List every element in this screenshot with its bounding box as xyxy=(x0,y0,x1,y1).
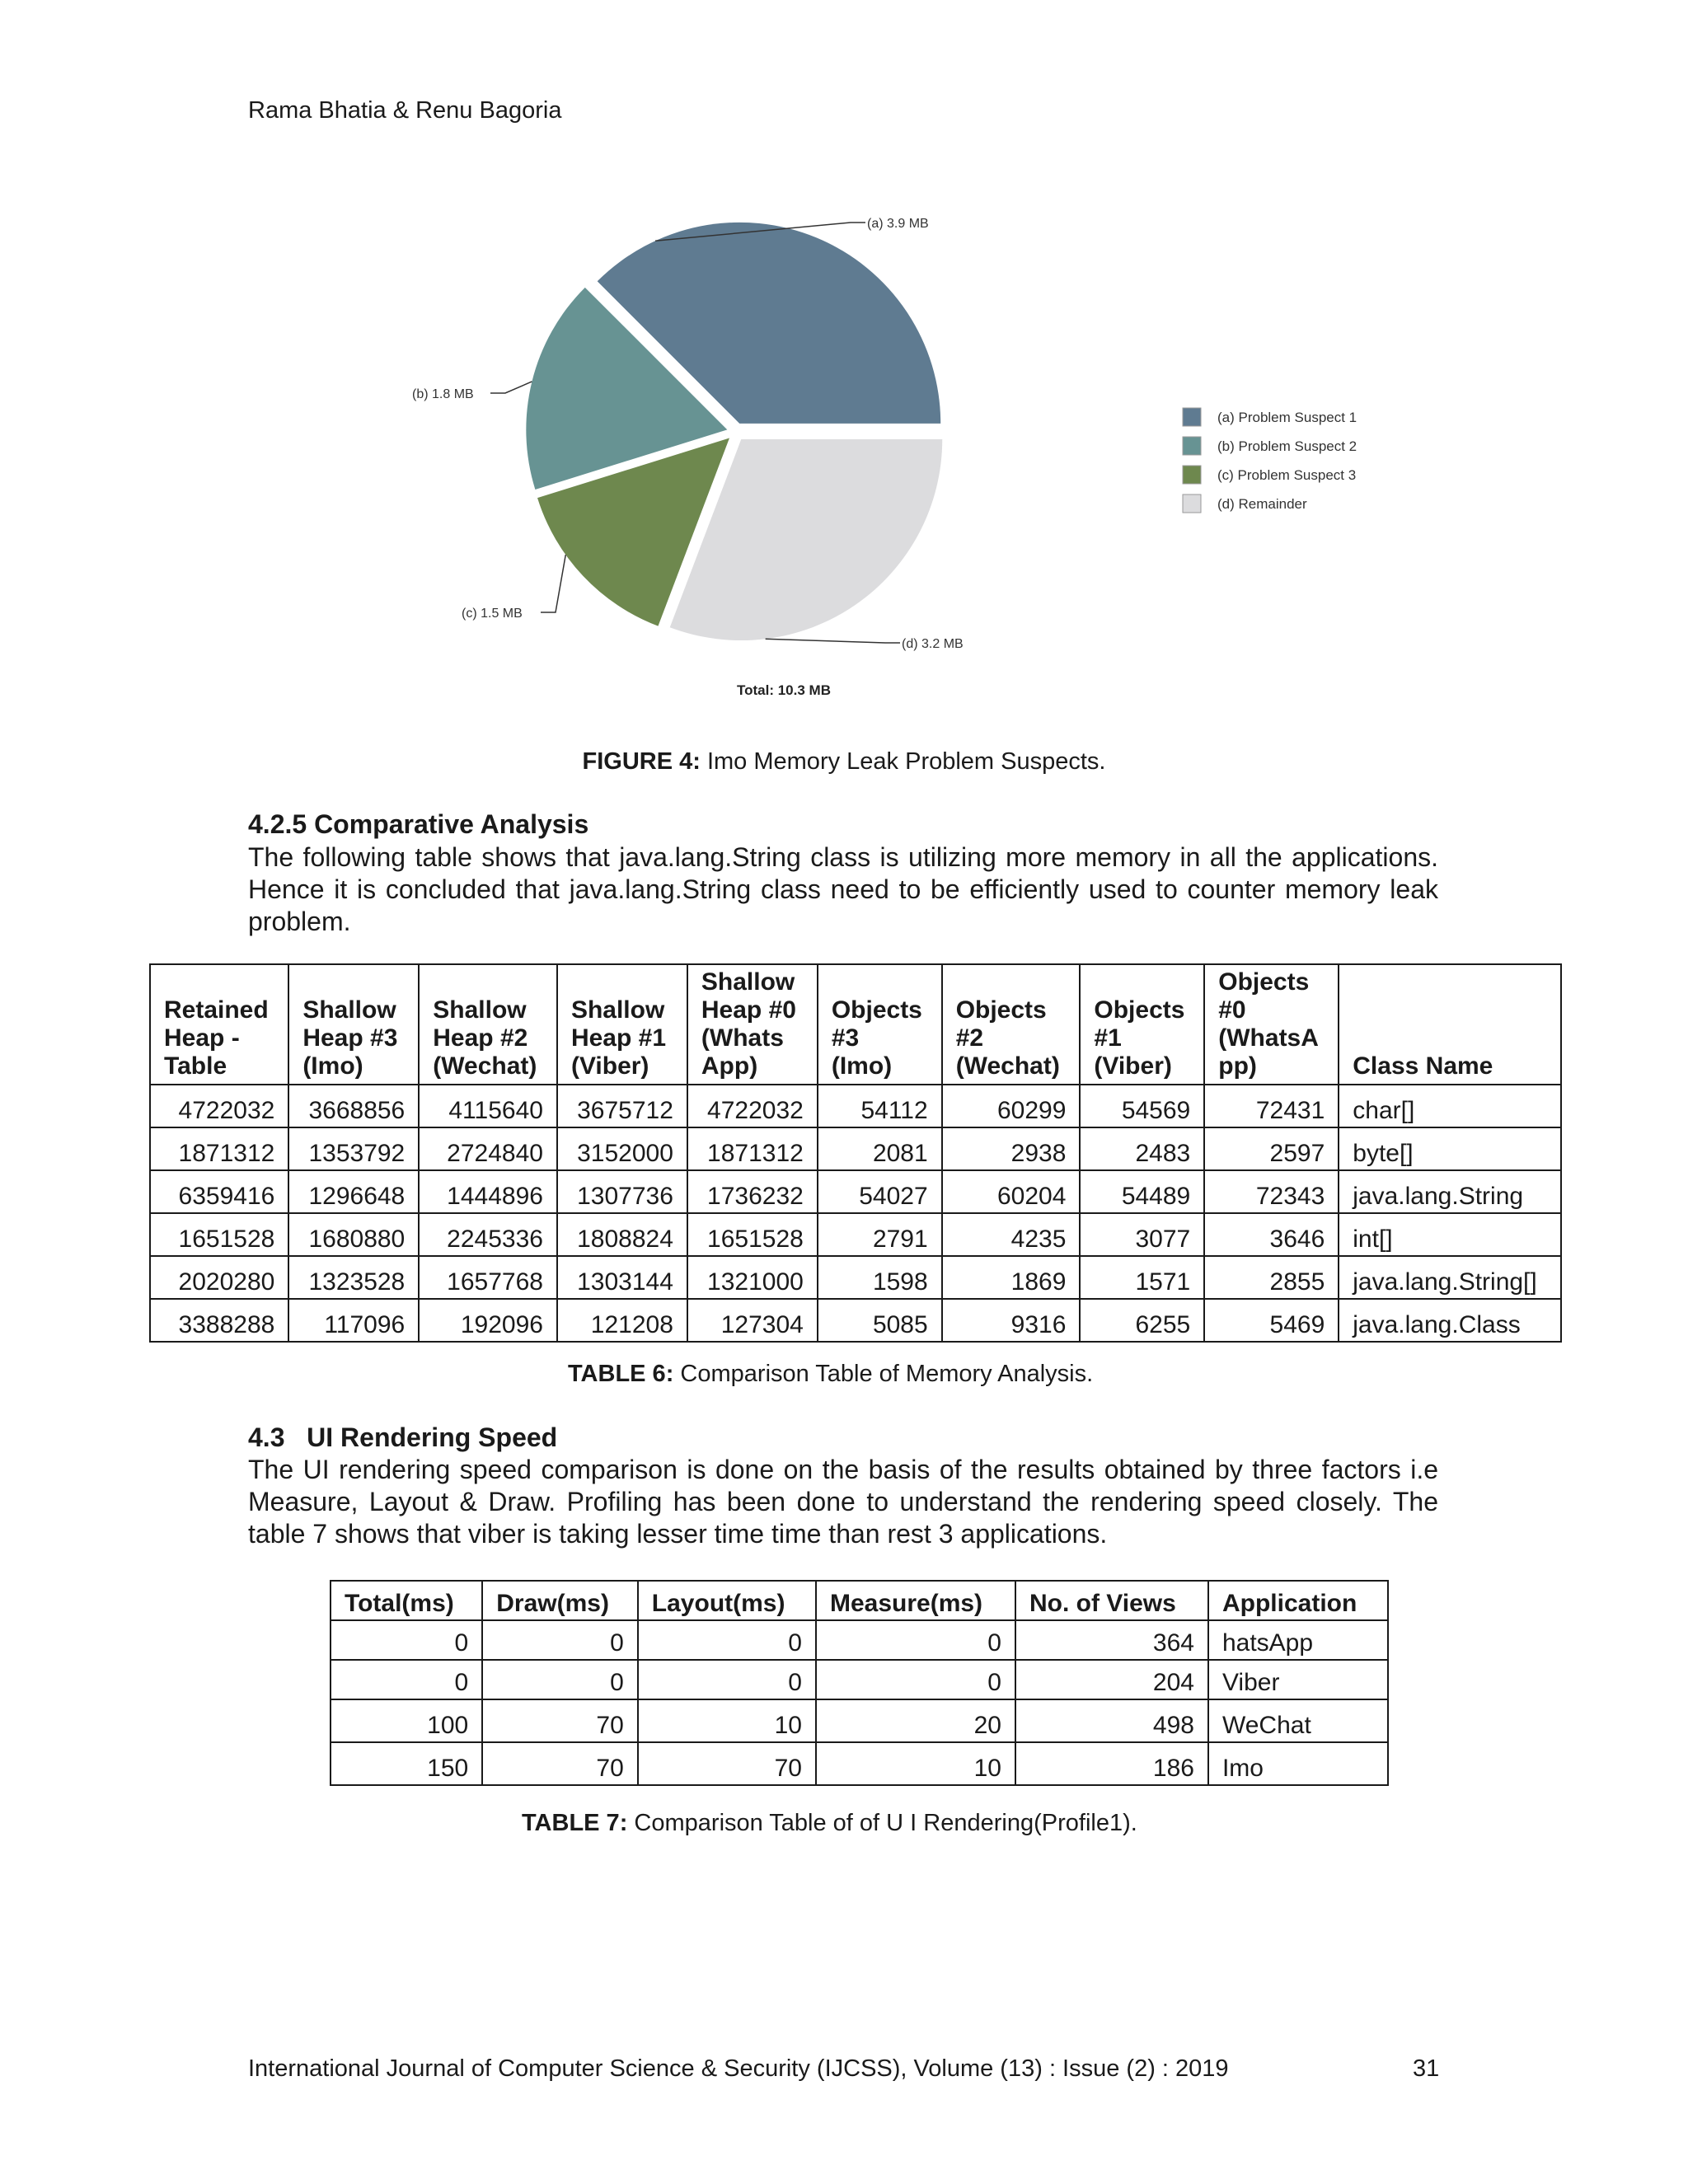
table-cell: 2855 xyxy=(1204,1256,1339,1299)
table-cell: 54112 xyxy=(818,1085,942,1127)
table-cell: 127304 xyxy=(687,1299,818,1342)
table7-caption-text: Comparison Table of of U I Rendering(Profile1). xyxy=(634,1810,1137,1836)
class-name-cell: java.lang.Class xyxy=(1339,1299,1561,1342)
application-cell: Imo xyxy=(1208,1742,1388,1785)
table-cell: 5469 xyxy=(1204,1299,1339,1342)
table-cell: 117096 xyxy=(288,1299,419,1342)
column-header: Objects #2 (Wechat) xyxy=(942,964,1081,1085)
table-cell: 1680880 xyxy=(288,1213,419,1256)
class-name-cell: java.lang.String xyxy=(1339,1170,1561,1213)
table-cell: 70 xyxy=(638,1742,816,1785)
table-cell: 192096 xyxy=(419,1299,557,1342)
table-cell: 1808824 xyxy=(557,1213,687,1256)
table-cell: 0 xyxy=(638,1660,816,1699)
table-cell: 20 xyxy=(816,1699,1015,1742)
column-header: Measure(ms) xyxy=(816,1581,1015,1620)
table-cell: 498 xyxy=(1015,1699,1208,1742)
column-header: Draw(ms) xyxy=(482,1581,638,1620)
legend-swatch xyxy=(1183,466,1201,484)
pie-leader-line xyxy=(766,639,900,643)
pie-leader-line xyxy=(541,555,565,612)
table-cell: 0 xyxy=(638,1620,816,1660)
column-header: Objects #1 (Viber) xyxy=(1080,964,1204,1085)
column-header: Retained Heap - Table xyxy=(150,964,288,1085)
table-cell: 60204 xyxy=(942,1170,1081,1213)
column-header: No. of Views xyxy=(1015,1581,1208,1620)
table-cell: 2483 xyxy=(1080,1127,1204,1170)
pie-leader-line xyxy=(490,382,532,393)
table-row xyxy=(331,1620,1388,1660)
table-cell: 4235 xyxy=(942,1213,1081,1256)
table-row xyxy=(331,1660,1388,1699)
column-header: Shallow Heap #2 (Wechat) xyxy=(419,964,557,1085)
footer-journal: International Journal of Computer Science & Security (IJCSS), Volume (13) : Issue (2) : 2019 xyxy=(248,2055,1229,2082)
table-cell: 54489 xyxy=(1080,1170,1204,1213)
running-header: Rama Bhatia & Renu Bagoria xyxy=(248,97,562,124)
column-header: Objects #0 (WhatsA pp) xyxy=(1204,964,1339,1085)
table-cell: 9316 xyxy=(942,1299,1081,1342)
column-header: Class Name xyxy=(1339,964,1561,1085)
table-cell: 1869 xyxy=(942,1256,1081,1299)
table-cell: 3077 xyxy=(1080,1213,1204,1256)
pie-slices xyxy=(526,223,942,640)
table-row xyxy=(150,1299,1561,1342)
table-cell: 1598 xyxy=(818,1256,942,1299)
section-heading-4-3: 4.3 UI Rendering Speed xyxy=(248,1422,558,1452)
legend-label: (a) Problem Suspect 1 xyxy=(1217,410,1357,425)
table-cell: 60299 xyxy=(942,1085,1081,1127)
table-header-row xyxy=(150,964,1561,1085)
table-cell: 1444896 xyxy=(419,1170,557,1213)
table6-caption xyxy=(568,1361,1093,1388)
ui-rendering-table xyxy=(330,1580,1389,1786)
pie-total-label: Total: 10.3 MB xyxy=(737,682,831,698)
table-cell: 2245336 xyxy=(419,1213,557,1256)
table6-caption-text: Comparison Table of Memory Analysis. xyxy=(680,1361,1094,1387)
class-name-cell: int[] xyxy=(1339,1213,1561,1256)
table-cell: 0 xyxy=(331,1620,482,1660)
pie-slice-label: (c) 1.5 MB xyxy=(462,607,523,621)
pie-slice-label: (a) 3.9 MB xyxy=(867,217,929,231)
legend-swatch xyxy=(1183,494,1201,513)
table-cell: 1651528 xyxy=(150,1213,288,1256)
table-cell: 0 xyxy=(816,1620,1015,1660)
table-cell: 121208 xyxy=(557,1299,687,1342)
chart-legend xyxy=(1183,408,1357,513)
table-cell: 0 xyxy=(816,1660,1015,1699)
table-cell: 2020280 xyxy=(150,1256,288,1299)
table-row xyxy=(150,1256,1561,1299)
table-cell: 10 xyxy=(816,1742,1015,1785)
table-cell: 54569 xyxy=(1080,1085,1204,1127)
table-row xyxy=(150,1170,1561,1213)
table-row xyxy=(150,1127,1561,1170)
table-cell: 1296648 xyxy=(288,1170,419,1213)
table-cell: 3646 xyxy=(1204,1213,1339,1256)
figure-caption xyxy=(0,748,1688,776)
table-cell: 1323528 xyxy=(288,1256,419,1299)
table-cell: 0 xyxy=(482,1660,638,1699)
table-cell: 1657768 xyxy=(419,1256,557,1299)
table-cell: 6255 xyxy=(1080,1299,1204,1342)
table-cell: 54027 xyxy=(818,1170,942,1213)
table-cell: 1321000 xyxy=(687,1256,818,1299)
table-cell: 5085 xyxy=(818,1299,942,1342)
table-cell: 2938 xyxy=(942,1127,1081,1170)
column-header: Objects #3 (Imo) xyxy=(818,964,942,1085)
column-header: Shallow Heap #1 (Viber) xyxy=(557,964,687,1085)
table-cell: 4722032 xyxy=(687,1085,818,1127)
table-cell: 2791 xyxy=(818,1213,942,1256)
table-cell: 1353792 xyxy=(288,1127,419,1170)
table-cell: 72343 xyxy=(1204,1170,1339,1213)
table7-caption xyxy=(522,1810,1137,1837)
pie-slice-label: (d) 3.2 MB xyxy=(902,637,964,651)
table-cell: 1651528 xyxy=(687,1213,818,1256)
memory-comparison-table xyxy=(149,963,1562,1343)
table-cell: 3388288 xyxy=(150,1299,288,1342)
table-cell: 70 xyxy=(482,1699,638,1742)
table-cell: 3675712 xyxy=(557,1085,687,1127)
application-cell: Viber xyxy=(1208,1660,1388,1699)
table-cell: 150 xyxy=(331,1742,482,1785)
table-cell: 1307736 xyxy=(557,1170,687,1213)
table-cell: 2724840 xyxy=(419,1127,557,1170)
column-header: Application xyxy=(1208,1581,1388,1620)
table-row xyxy=(150,1085,1561,1127)
table-cell: 6359416 xyxy=(150,1170,288,1213)
table-cell: 1303144 xyxy=(557,1256,687,1299)
table-row xyxy=(331,1699,1388,1742)
table-cell: 1571 xyxy=(1080,1256,1204,1299)
section-heading-4-2-5: 4.2.5 Comparative Analysis xyxy=(248,809,589,839)
table-cell: 1871312 xyxy=(150,1127,288,1170)
table-cell: 3152000 xyxy=(557,1127,687,1170)
figure-caption-text: Imo Memory Leak Problem Suspects. xyxy=(706,748,1106,775)
table-cell: 10 xyxy=(638,1699,816,1742)
legend-swatch xyxy=(1183,437,1201,455)
class-name-cell: java.lang.String[] xyxy=(1339,1256,1561,1299)
pie-slice-label: (b) 1.8 MB xyxy=(412,387,474,401)
column-header: Shallow Heap #3 (Imo) xyxy=(288,964,419,1085)
table-header-row xyxy=(331,1581,1388,1620)
table-cell: 364 xyxy=(1015,1620,1208,1660)
column-header: Total(ms) xyxy=(331,1581,482,1620)
table6-caption-label: TABLE 6: xyxy=(568,1361,674,1387)
table-cell: 0 xyxy=(331,1660,482,1699)
section-paragraph-4-2-5: The following table shows that java.lang.String class is utilizing more memory in all the applications. Hence it is concluded that java.lang.String class need to be efficiently used to counter memory leak problem. xyxy=(248,842,1438,936)
table-cell: 1871312 xyxy=(687,1127,818,1170)
table7-caption-label: TABLE 7: xyxy=(522,1810,628,1836)
legend-label: (b) Problem Suspect 2 xyxy=(1217,438,1357,454)
table-cell: 4115640 xyxy=(419,1085,557,1127)
pie-chart xyxy=(379,198,1418,725)
application-cell: hatsApp xyxy=(1208,1620,1388,1660)
legend-label: (c) Problem Suspect 3 xyxy=(1217,467,1357,483)
table-cell: 100 xyxy=(331,1699,482,1742)
table-cell: 2081 xyxy=(818,1127,942,1170)
page-number: 31 xyxy=(1413,2055,1440,2082)
table-cell: 0 xyxy=(482,1620,638,1660)
table-cell: 3668856 xyxy=(288,1085,419,1127)
table-row xyxy=(150,1213,1561,1256)
table-cell: 2597 xyxy=(1204,1127,1339,1170)
table-row xyxy=(331,1742,1388,1785)
table-cell: 4722032 xyxy=(150,1085,288,1127)
table-cell: 204 xyxy=(1015,1660,1208,1699)
table-cell: 1736232 xyxy=(687,1170,818,1213)
section-paragraph-4-3: The UI rendering speed comparison is done on the basis of the results obtained by three factors i.e Measure, Layout & Draw. Profiling has been done to understand the rendering speed closely. The table 7 shows that viber is taking lesser time time than rest 3 applications. xyxy=(248,1455,1438,1549)
column-header: Shallow Heap #0 (Whats App) xyxy=(687,964,818,1085)
class-name-cell: byte[] xyxy=(1339,1127,1561,1170)
class-name-cell: char[] xyxy=(1339,1085,1561,1127)
table-cell: 70 xyxy=(482,1742,638,1785)
table-cell: 186 xyxy=(1015,1742,1208,1785)
application-cell: WeChat xyxy=(1208,1699,1388,1742)
legend-label: (d) Remainder xyxy=(1217,496,1307,512)
figure-caption-label: FIGURE 4: xyxy=(582,748,701,775)
column-header: Layout(ms) xyxy=(638,1581,816,1620)
table-cell: 72431 xyxy=(1204,1085,1339,1127)
legend-swatch xyxy=(1183,408,1201,426)
